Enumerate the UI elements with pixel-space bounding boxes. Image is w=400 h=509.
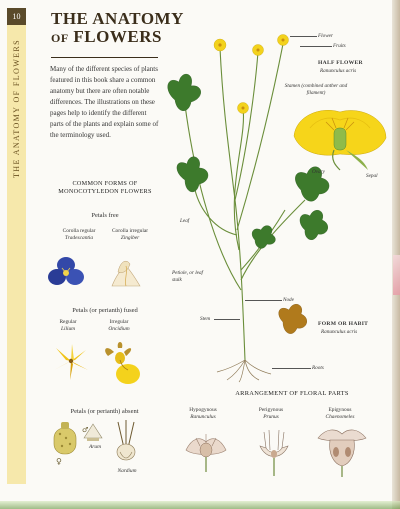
zingiber-text: Zingiber — [120, 235, 140, 241]
petals-absent-heading: Petals (or perianth) absent — [70, 408, 139, 415]
leader-fruits — [300, 46, 332, 47]
label-sepal — [366, 173, 378, 180]
epigynous-illustration — [316, 424, 368, 478]
caption-zingiber — [106, 228, 154, 242]
label-flower — [318, 33, 333, 40]
caption-perigynous — [246, 407, 296, 421]
label-roots — [312, 365, 324, 372]
form-species — [321, 329, 357, 336]
roots — [217, 360, 271, 382]
label-stamen — [284, 83, 348, 96]
form-heading: FORM OR HABIT — [318, 321, 369, 327]
form-leaf — [279, 304, 307, 333]
perigynous-illustration — [256, 426, 292, 478]
leader-flower — [290, 36, 317, 37]
caption-arum — [84, 444, 106, 451]
page-title-line2 — [51, 28, 162, 47]
hypogynous-illustration — [184, 428, 228, 474]
half-flower-heading: HALF FLOWER — [318, 60, 363, 66]
perigynous-text: Perigynous — [258, 407, 284, 413]
page-number: 10 — [7, 8, 26, 25]
caption-epigynous — [312, 407, 368, 421]
label-ovary-text: Ovary — [312, 169, 325, 175]
leader-roots — [272, 368, 311, 369]
svg-text:♂: ♂ — [82, 426, 89, 434]
oncidium-text: Oncidium — [108, 326, 130, 332]
arrangement-heading: ARRANGEMENT OF FLORAL PARTS — [235, 390, 349, 397]
chaenomeles-text: Chaenomeles — [325, 414, 355, 420]
prunus-text: Prunus — [263, 414, 279, 420]
lilium-text: Lilium — [60, 326, 76, 332]
hypogynous-text: Hypogynous — [189, 407, 217, 413]
label-stem-text: Stem — [200, 316, 211, 322]
petals-free-heading: Petals free — [91, 212, 119, 219]
caption-tradescantia — [55, 228, 103, 242]
label-fruits-text: Fruits — [333, 43, 346, 49]
petals-fused-heading: Petals (or perianth) fused — [72, 307, 138, 314]
nardium-text: Nardium — [117, 468, 137, 474]
irregular-text: Irregular — [109, 319, 129, 325]
corolla-irregular-text: Corolla irregular — [111, 228, 149, 234]
caption-hypogynous — [178, 407, 228, 421]
label-petiole-text: Petiole, or leaf stalk — [172, 270, 203, 283]
label-sepal-text: Sepal — [366, 173, 378, 179]
label-leaf — [180, 218, 189, 225]
form-species-text: Ranunculus acris — [321, 329, 358, 335]
caption-nardium — [112, 468, 142, 475]
caption-oncidium — [98, 319, 140, 333]
tradescantia-illustration — [48, 256, 84, 290]
running-head — [7, 23, 26, 193]
nardium-illustration — [110, 418, 142, 466]
label-petiole — [172, 270, 208, 283]
label-roots-text: Roots — [312, 365, 324, 371]
half-flower-species — [320, 68, 356, 75]
title-rule — [51, 57, 158, 58]
leader-stem — [214, 319, 240, 320]
label-leaf-text: Leaf — [180, 218, 190, 224]
title-flowers: FLOWERS — [73, 27, 162, 46]
arum-text: Arum — [89, 444, 101, 450]
arum-male-flower-illustration — [80, 420, 106, 444]
zingiber-illustration — [106, 256, 146, 290]
label-node-text: Node — [283, 297, 294, 303]
running-head-text: THE ANATOMY OF FLOWERS — [12, 38, 21, 178]
page-title-line1: THE ANATOMY — [51, 9, 184, 28]
half-flower-illustration — [290, 100, 390, 172]
tradescantia-text: Tradescantia — [64, 235, 94, 241]
leader-node — [245, 300, 282, 301]
neighbor-page-flower-edge — [393, 255, 400, 295]
lilium-illustration — [50, 340, 92, 382]
label-flower-text: Flower — [318, 33, 333, 39]
label-stamen-text: Stamen (combined anther and filament) — [284, 83, 348, 96]
label-stem — [200, 316, 210, 323]
page-edge-bottom — [0, 501, 400, 509]
label-node — [283, 297, 294, 304]
ranunculus-text: Ranunculus — [190, 414, 216, 420]
oncidium-illustration — [98, 338, 144, 390]
half-flower-species-text: Ranunculus acris — [320, 68, 357, 74]
regular-text: Regular — [59, 319, 77, 325]
epigynous-text: Epigynous — [328, 407, 352, 413]
monocot-heading: COMMON FORMS OF MONOCOTYLEDON FLOWERS — [58, 180, 152, 195]
title-of: OF — [51, 31, 69, 45]
caption-lilium — [48, 319, 88, 333]
intro-paragraph: Many of the different species of plants featured in this book share a common anatomy but there are often notable differences. The illustrations on these pages help to identify the different parts of the plants and explain some of the terminology used. — [50, 65, 159, 139]
svg-text:♀: ♀ — [56, 457, 62, 466]
corolla-regular-text: Corolla regular — [62, 228, 96, 234]
label-fruits — [333, 43, 346, 50]
